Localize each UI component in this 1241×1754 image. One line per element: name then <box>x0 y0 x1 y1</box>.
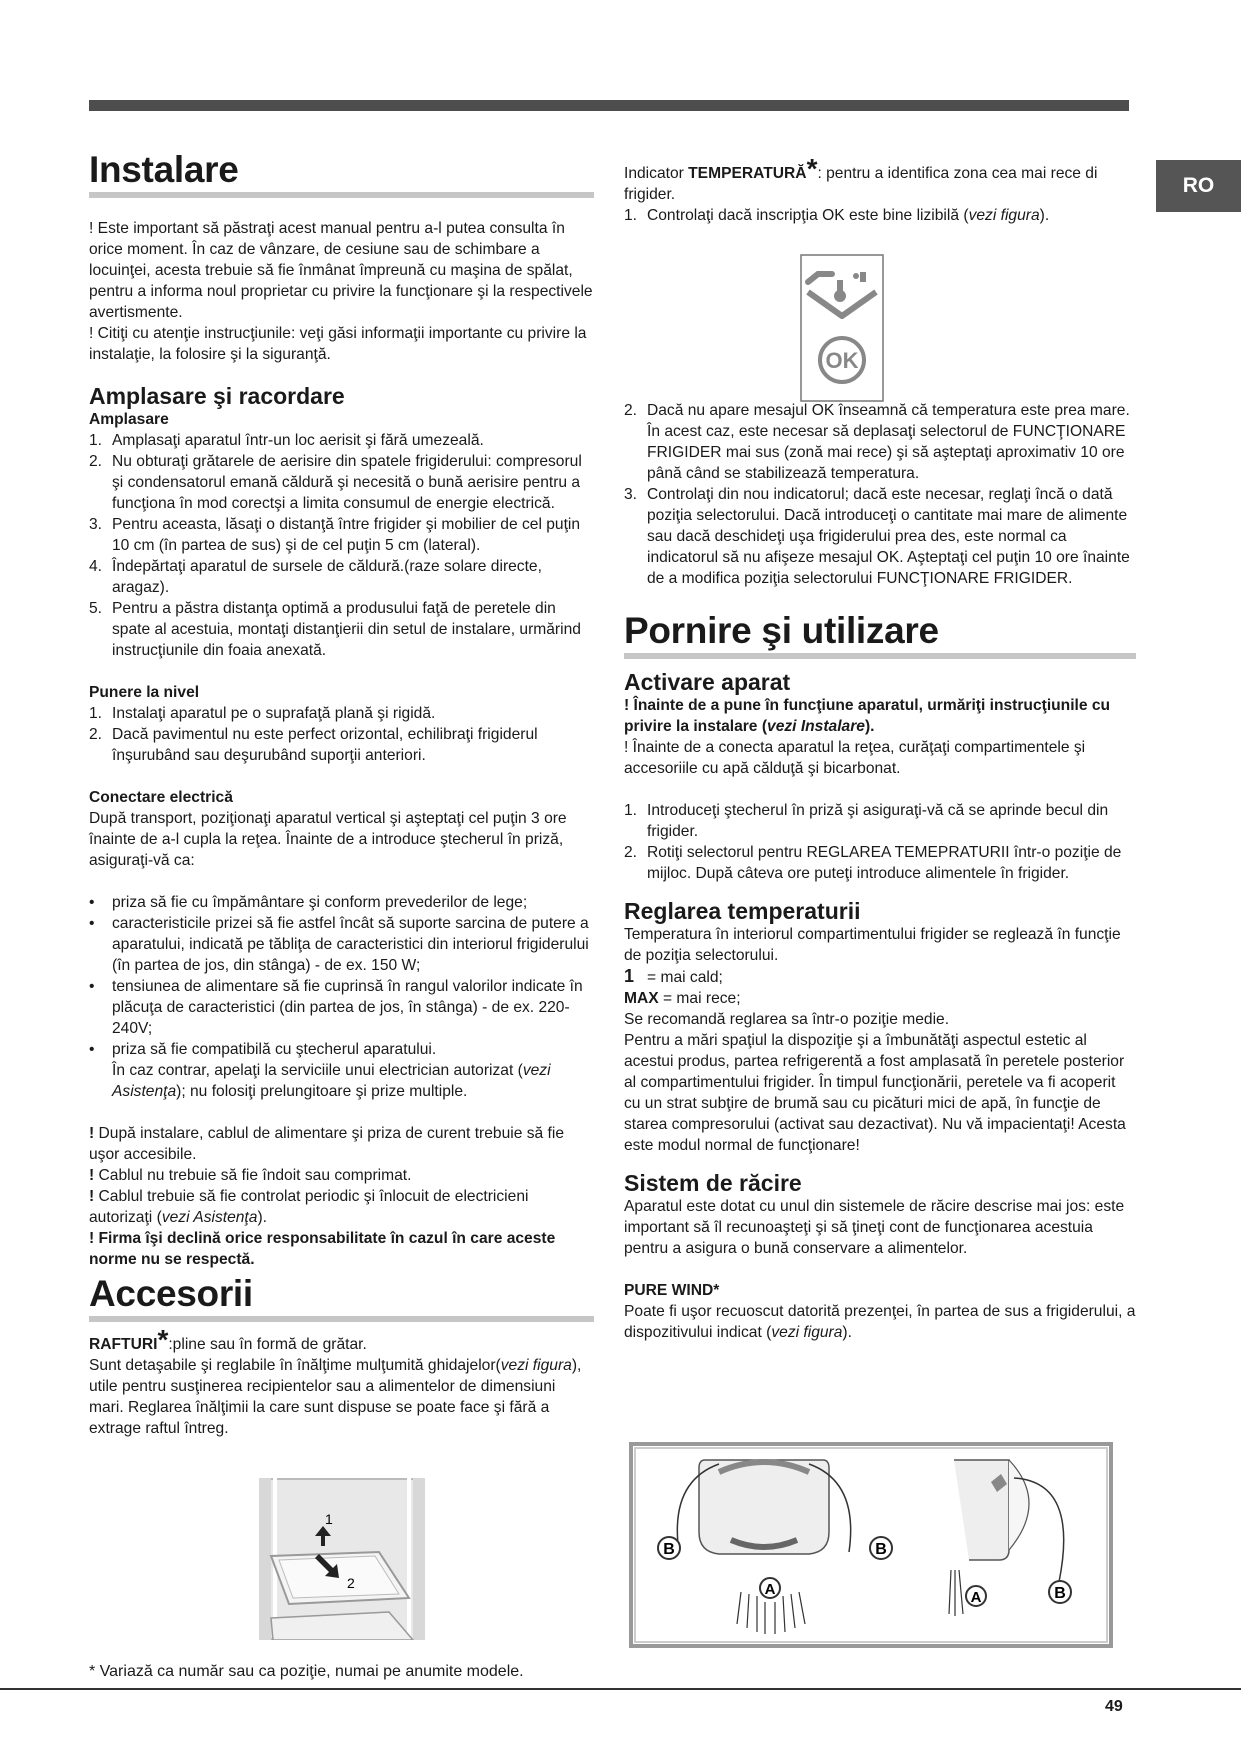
electric-intro: După transport, poziţionaţi aparatul vertical şi aşteptaţi cel puţin 3 ore înainte de a-l cupla la reţea. Înainte de a introduce ştecherul în priză, asiguraţi-vă ca: <box>89 810 567 869</box>
heading-amplasare-racordare: Amplasare şi racordare <box>89 383 345 409</box>
heading-sistem-racire: Sistem de răcire <box>624 1170 802 1196</box>
header-rule <box>89 100 1129 111</box>
heading-reglarea-temperaturii: Reglarea temperaturii <box>624 898 861 924</box>
figure-label-b: B <box>1054 1585 1066 1602</box>
figure-label-a: A <box>970 1589 982 1606</box>
ok-label: OK <box>825 348 859 373</box>
page-number: 49 <box>1105 1698 1123 1715</box>
heading-pure-wind: PURE WIND* <box>624 1282 720 1299</box>
figure-label-a: A <box>764 1581 776 1598</box>
intro-block <box>89 218 594 365</box>
section-title-pornire: Pornire şi utilizare <box>624 609 1136 659</box>
list-item: 1. Instalaţi aparatul pe o suprafaţă plană şi rigidă. <box>89 705 436 722</box>
subheading-amplasare: Amplasare <box>89 411 169 428</box>
figure-label-1: 1 <box>325 1511 333 1527</box>
figure-label-b: B <box>663 1541 675 1558</box>
section-title-instalare: Instalare <box>89 148 594 198</box>
list-item: 2. Nu obturaţi grătarele de aerisire din spatele frigiderului: compresorul şi condensatorul emană căldură şi necesită o bună aerisire pentru a funcţiona în mod corectşi a limita consumul de energie electrică. <box>89 453 582 512</box>
figure-label-2: 2 <box>347 1575 355 1591</box>
activare-text: ! Înainte de a conecta aparatul la reţea, curăţaţi compartimentele şi accesoriile cu apă călduţă şi bicarbonat. <box>624 739 1086 777</box>
footer-rule <box>0 1688 1241 1690</box>
temperature-indicator-figure <box>800 254 884 402</box>
intro-paragraph: ! Este important să păstraţi acest manual pentru a-l putea consulta în orice moment. În caz de vânzare, de cesiune sau de schimbare a locuinţei, acesta trebuie să fie înmânat împreună cu maşina de spălat, pentru a informa noul proprietar cu privire la funcţionare şi la respectivele avertismente. <box>89 220 593 321</box>
warning-disclaimer: ! Firma îşi declină orice responsabilitate în cazul în care aceste norme nu se respectă. <box>89 1230 556 1268</box>
left-column <box>89 148 594 1439</box>
rafturi-line: RAFTURI*:pline sau în formă de grătar. <box>89 1324 367 1355</box>
purewind-text: Poate fi uşor recuoscut datorită prezenţei, în partea de sus a frigiderului, a dispozitivului indicat (vezi figura). <box>624 1303 1136 1341</box>
electric-contrar: În caz contrar, apelaţi la serviciile unui electrician autorizat (vezi Asistenţa); nu folosiţi prelungitoare şi prize multiple. <box>112 1062 551 1100</box>
warning-text: ! Cablul nu trebuie să fie îndoit sau comprimat. <box>89 1167 412 1184</box>
list-item: • priza să fie cu împământare şi conform prevederilor de lege; <box>89 894 528 911</box>
intro-paragraph: ! Citiţi cu atenţie instrucţiunile: veţi găsi informaţii importante cu privire la instalaţie, la folosire şi la siguranţă. <box>89 325 587 363</box>
nivel-list <box>89 703 594 766</box>
activare-list <box>624 800 1136 884</box>
figure-label-b: B <box>875 1541 887 1558</box>
indicator-list-1 <box>624 205 1136 226</box>
pure-wind-figure <box>629 1442 1113 1648</box>
list-item: 3. Controlaţi din nou indicatorul; dacă este necesar, reglaţi încă o dată poziţia selectorului. Dacă introduceţi o cantitate mai mare de alimente sau dacă deschideţi uşa frigiderului prea des, este normal ca indicatorul să nu afişeze mesajul OK. Aşteptaţi cel puţin 10 ore înainte de a modifica poziţia selectorului FUNCŢIONARE FRIGIDER. <box>624 486 1130 587</box>
list-item: 2. Dacă nu apare mesajul OK înseamnă că temperatura este prea mare. În acest caz, este necesar să deplasaţi selectorul de FUNCŢIONARE FRIGIDER mai sus (zonă mai rece) şi să aşteptaţi aproximativ 10 ore până când se stabilizează temperatura. <box>624 402 1130 482</box>
heading-activare-aparat: Activare aparat <box>624 669 791 695</box>
list-item: • tensiunea de alimentare să fie cuprinsă în rangul valorilor indicate în plăcuţa de caracteristici (din partea de jos, în stânga) - de ex. 220-240V; <box>89 978 583 1037</box>
warning-text: ! Cablul trebuie să fie controlat periodic şi înlocuit de electricieni autorizaţi (vezi Asistenţa). <box>89 1188 529 1226</box>
electric-bullets <box>89 892 594 1060</box>
footnote: * Variază ca număr sau ca poziţie, numai pe anumite modele. <box>89 1663 524 1680</box>
reglarea-text: Se recomandă reglarea sa într-o poziţie medie. <box>624 1011 950 1028</box>
list-item: 5. Pentru a păstra distanţa optimă a produsului faţă de peretele din spate al acestuia, montaţi distanţierii din setul de instalare, urmărind instrucţiunile din foaia anexată. <box>89 600 581 659</box>
rafturi-description: Sunt detaşabile şi reglabile în înălţime mulţumită ghidajelor(vezi figura), utile pentru susţinerea recipientelor sau a alimentelor de dimensiuni mari. Reglarea înălţimii la care sunt dispuse se poate face şi fără a extrage raftul întreg. <box>89 1357 582 1437</box>
warning-text: ! După instalare, cablul de alimentare şi priza de curent trebuie să fie uşor accesibile. <box>89 1125 565 1163</box>
list-item: 2. Rotiţi selectorul pentru REGLAREA TEMEPRATURII într-o poziţie de mijloc. După câteva ore puteţi introduce alimentele în frigider. <box>624 844 1122 882</box>
activare-warning: ! Înainte de a pune în funcţiune aparatul, urmăriţi instrucţiunile cu privire la instalare (vezi Instalare). <box>624 697 1111 735</box>
warnings-block <box>89 1123 594 1270</box>
reglarea-text: Temperatura în interiorul compartimentului frigider se reglează în funcţie de poziţia selectorului. <box>624 926 1121 964</box>
list-item: • priza să fie compatibilă cu ştecherul aparatului. <box>89 1041 437 1058</box>
sistem-text: Aparatul este dotat cu unul din sistemele de răcire descrise mai jos: este important să îl recunoaşteţi şi să ţineţi cont de funcţionarea acestuia pentru a asigura o bună conservare a alimentelor. <box>624 1198 1125 1257</box>
list-item: • caracteristicile prizei să fie astfel încât să suporte sarcina de putere a aparatului, indicată pe tăbliţa de caracteristici din interiorul frigiderului (în partea de jos, din stânga) - de ex. 150 W; <box>89 915 589 974</box>
shelf-figure <box>259 1478 425 1640</box>
language-tab: RO <box>1156 160 1241 212</box>
list-item: 1. Amplasaţi aparatul într-un loc aerisit şi fără umezeală. <box>89 432 484 449</box>
reglarea-text: Pentru a mări spaţiul la dispoziţie şi a îmbunătăţi aspectul estetic al acestui produs, partea refrigerentă a fost amplasată în peretele posterior al compartimentului frigider. În timpul funcţionării, peretele va fi acoperit cu un strat subţire de brumă sau cu picături mici de apă, în funcţie de starea compresorului (activat sau dezactivat). Nu vă impacientaţi! Acesta este modul normal de funcţionare! <box>624 1032 1126 1154</box>
list-item: 1. Introduceţi ştecherul în priză şi asiguraţi-vă că se aprinde becul din frigider. <box>624 802 1109 840</box>
amplasare-list <box>89 430 594 661</box>
list-item: 3. Pentru aceasta, lăsaţi o distanţă între frigider şi mobilier de cel puţin 10 cm (în partea de sus) şi de cel puţin 5 cm (lateral). <box>89 516 581 554</box>
list-item: 4. Îndepărtaţi aparatul de sursele de căldură.(raze solare directe, aragaz). <box>89 558 542 596</box>
list-item: 2. Dacă pavimentul nu este perfect orizontal, echilibraţi frigiderul înşurubând sau deşurubând suporţii anteriori. <box>89 726 538 764</box>
reglarea-max: MAX = mai rece; <box>624 990 741 1007</box>
section-title-accesorii: Accesorii <box>89 1272 594 1322</box>
reglarea-one: 1 = mai cald; <box>624 966 723 986</box>
indicator-list-2 <box>624 400 1136 589</box>
subheading-conectare-electrica: Conectare electrică <box>89 789 233 806</box>
list-item: 1. Controlaţi dacă inscripţia OK este bine lizibilă (vezi figura). <box>624 207 1050 224</box>
indicator-intro: Indicator TEMPERATURĂ*: pentru a identifica zona cea mai rece di frigider. <box>624 153 1098 203</box>
subheading-punere-la-nivel: Punere la nivel <box>89 684 200 701</box>
